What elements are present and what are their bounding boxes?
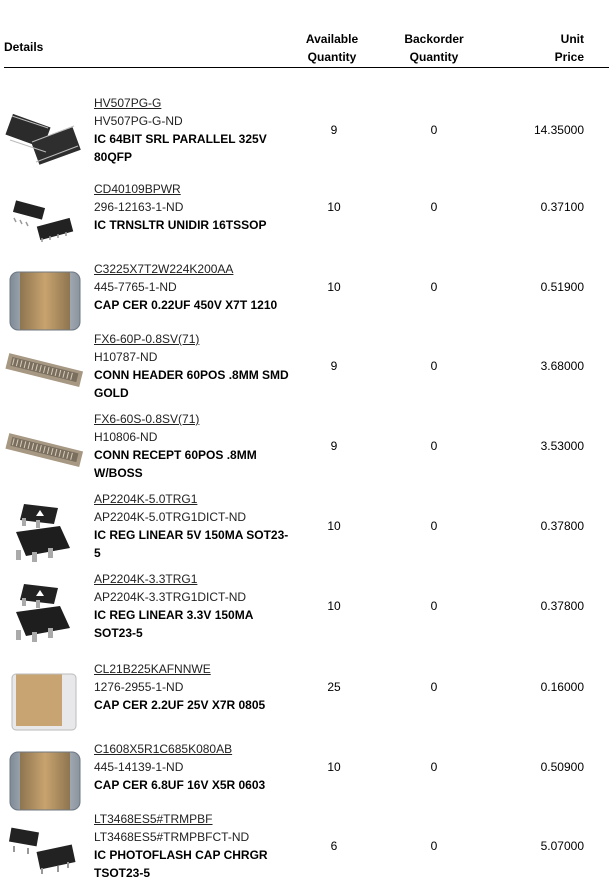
product-details xyxy=(94,260,294,314)
header-available-quantity: Available Quantity xyxy=(305,32,359,64)
product-description: CONN HEADER 60POS .8MM SMD GOLD xyxy=(94,368,289,400)
available-quantity: 9 xyxy=(330,123,338,137)
unit-price: 14.35000 xyxy=(533,123,584,137)
table-row xyxy=(0,330,609,410)
product-description: IC PHOTOFLASH CAP CHRGR TSOT23-5 xyxy=(94,848,268,880)
qfp-chip-icon[interactable] xyxy=(2,100,86,170)
backorder-quantity: 0 xyxy=(430,680,438,694)
backorder-quantity: 0 xyxy=(430,280,438,294)
product-details xyxy=(94,94,294,166)
backorder-quantity: 0 xyxy=(430,519,438,533)
sot23-chip-icon[interactable] xyxy=(2,576,86,646)
product-description: IC 64BIT SRL PARALLEL 325V 80QFP xyxy=(94,132,267,164)
product-description: CONN RECEPT 60POS .8MM W/BOSS xyxy=(94,448,257,480)
manufacturer-part-link[interactable]: FX6-60S-0.8SV(71) xyxy=(94,412,200,426)
manufacturer-part-link[interactable]: CL21B225KAFNNWE xyxy=(94,662,211,676)
digikey-part-number: H10806-ND xyxy=(94,430,158,444)
digikey-part-number: H10787-ND xyxy=(94,350,158,364)
backorder-quantity: 0 xyxy=(430,123,438,137)
capacitor-icon[interactable] xyxy=(2,746,86,816)
available-quantity: 9 xyxy=(330,359,338,373)
header-divider xyxy=(4,67,609,68)
connector-icon[interactable] xyxy=(2,416,86,486)
manufacturer-part-link[interactable]: FX6-60P-0.8SV(71) xyxy=(94,332,200,346)
product-description: IC REG LINEAR 3.3V 150MA SOT23-5 xyxy=(94,608,253,640)
product-details xyxy=(94,180,294,234)
manufacturer-part-link[interactable]: C3225X7T2W224K200AA xyxy=(94,262,234,276)
product-details xyxy=(94,810,294,882)
backorder-quantity: 0 xyxy=(430,599,438,613)
digikey-part-number: 296-12163-1-ND xyxy=(94,200,184,214)
backorder-quantity: 0 xyxy=(430,439,438,453)
tsot-chip-icon[interactable] xyxy=(2,816,86,886)
product-details xyxy=(94,330,294,402)
available-quantity: 25 xyxy=(327,680,341,694)
unit-price: 0.37100 xyxy=(540,200,584,214)
manufacturer-part-link[interactable]: CD40109BPWR xyxy=(94,182,181,196)
capacitor-icon[interactable] xyxy=(2,266,86,336)
product-description: CAP CER 6.8UF 16V X5R 0603 xyxy=(94,778,266,792)
available-quantity: 10 xyxy=(327,280,341,294)
unit-price: 3.53000 xyxy=(540,439,584,453)
digikey-part-number: 445-7765-1-ND xyxy=(94,280,177,294)
table-row xyxy=(0,260,609,340)
available-quantity: 10 xyxy=(327,760,341,774)
table-row xyxy=(0,490,609,570)
available-quantity: 10 xyxy=(327,599,341,613)
table-row xyxy=(0,810,609,890)
connector-icon[interactable] xyxy=(2,336,86,406)
tssop-chip-icon[interactable] xyxy=(2,186,86,256)
digikey-part-number: 445-14139-1-ND xyxy=(94,760,184,774)
product-details xyxy=(94,410,294,482)
manufacturer-part-link[interactable]: AP2204K-5.0TRG1 xyxy=(94,492,198,506)
unit-price: 5.07000 xyxy=(540,839,584,853)
manufacturer-part-link[interactable]: HV507PG-G xyxy=(94,96,162,110)
table-row xyxy=(0,94,609,174)
header-backorder-quantity: Backorder Quantity xyxy=(404,32,464,64)
table-header xyxy=(0,0,609,68)
digikey-part-number: AP2204K-5.0TRG1DICT-ND xyxy=(94,510,247,524)
backorder-quantity: 0 xyxy=(430,200,438,214)
unit-price: 0.37800 xyxy=(540,519,584,533)
available-quantity: 10 xyxy=(327,200,341,214)
table-row xyxy=(0,660,609,740)
product-details xyxy=(94,490,294,562)
unit-price: 3.68000 xyxy=(540,359,584,373)
product-description: IC REG LINEAR 5V 150MA SOT23-5 xyxy=(94,528,289,560)
digikey-part-number: LT3468ES5#TRMPBFCT-ND xyxy=(94,830,250,844)
table-row xyxy=(0,410,609,490)
backorder-quantity: 0 xyxy=(430,760,438,774)
product-description: CAP CER 2.2UF 25V X7R 0805 xyxy=(94,698,266,712)
digikey-part-number: 1276-2955-1-ND xyxy=(94,680,184,694)
header-details: Details xyxy=(4,40,44,54)
table-row xyxy=(0,740,609,820)
backorder-quantity: 0 xyxy=(430,839,438,853)
available-quantity: 10 xyxy=(327,519,341,533)
header-unit-price: Unit Price xyxy=(554,32,584,64)
backorder-quantity: 0 xyxy=(430,359,438,373)
digikey-part-number: AP2204K-3.3TRG1DICT-ND xyxy=(94,590,247,604)
manufacturer-part-link[interactable]: C1608X5R1C685K080AB xyxy=(94,742,233,756)
unit-price: 0.51900 xyxy=(540,280,584,294)
available-quantity: 6 xyxy=(330,839,338,853)
table-row xyxy=(0,180,609,260)
unit-price: 0.37800 xyxy=(540,599,584,613)
sot23-chip-icon[interactable] xyxy=(2,496,86,566)
product-description: IC TRNSLTR UNIDIR 16TSSOP xyxy=(94,218,267,232)
manufacturer-part-link[interactable]: AP2204K-3.3TRG1 xyxy=(94,572,198,586)
product-details xyxy=(94,740,294,794)
manufacturer-part-link[interactable]: LT3468ES5#TRMPBF xyxy=(94,812,213,826)
available-quantity: 9 xyxy=(330,439,338,453)
product-details xyxy=(94,660,294,714)
capacitor-light-icon[interactable] xyxy=(2,666,86,736)
unit-price: 0.16000 xyxy=(540,680,584,694)
product-details xyxy=(94,570,294,642)
unit-price: 0.50900 xyxy=(540,760,584,774)
digikey-part-number: HV507PG-G-ND xyxy=(94,114,183,128)
product-description: CAP CER 0.22UF 450V X7T 1210 xyxy=(94,298,278,312)
table-row xyxy=(0,570,609,650)
